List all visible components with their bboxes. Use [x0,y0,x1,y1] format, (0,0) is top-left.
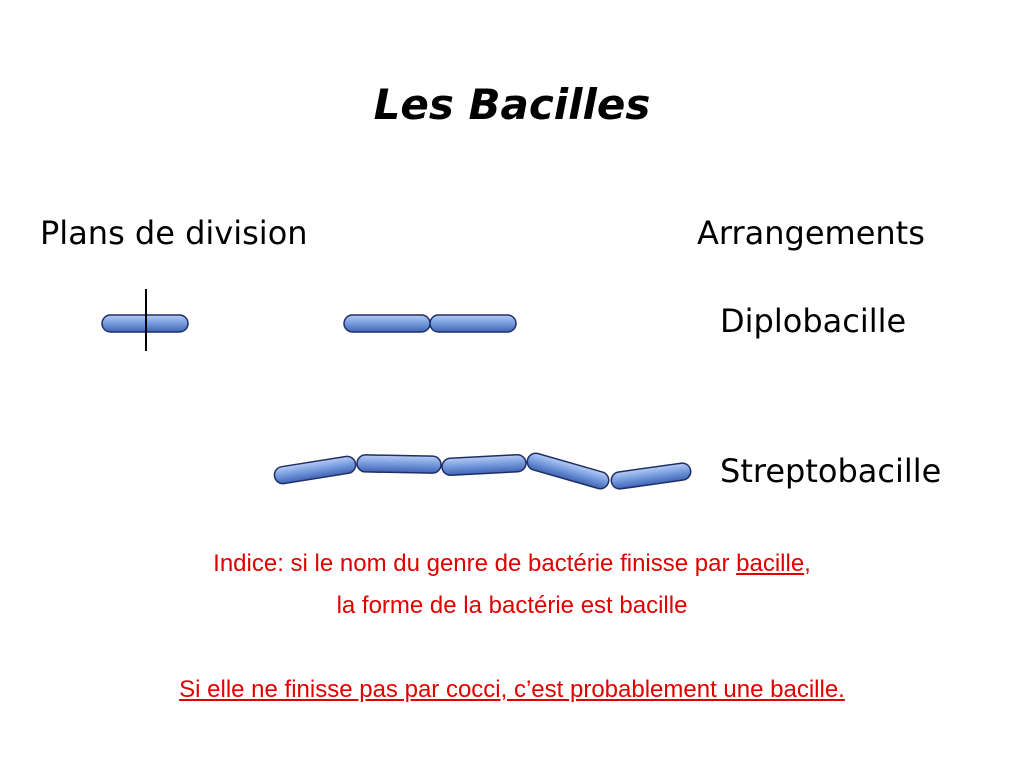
bacillus-rod-icon [442,454,527,475]
bacillus-rod-icon [430,315,516,332]
bacillus-rod-icon [273,455,357,485]
bacillus-rod-icon [357,455,441,473]
diplobacille-label: Diplobacille [720,302,907,340]
hint-line-2: la forme de la bactérie est bacille [336,592,688,619]
hint-line-3: Si elle ne finisse pas par cocci, c’est probablement une bacille. [179,676,845,703]
hint-line-1-suffix: , [804,550,811,577]
single-bacillus [102,289,188,351]
hint-line-1 [0,550,1024,578]
bacillus-rod-icon [610,462,692,490]
streptobacille-drawing [273,451,692,490]
slide-title: Les Bacilles [373,80,651,129]
bacillus-rod-icon [344,315,430,332]
bacillus-rod-icon [525,451,610,490]
hint-keyword-bacille: bacille [736,550,805,577]
streptobacille-label: Streptobacille [720,452,942,490]
arrangements-heading: Arrangements [697,214,925,252]
hint-line-1-prefix: Indice: si le nom du genre de bactérie finisse par [213,550,737,577]
diplobacille-drawing [344,315,516,332]
division-planes-heading: Plans de division [40,214,308,252]
